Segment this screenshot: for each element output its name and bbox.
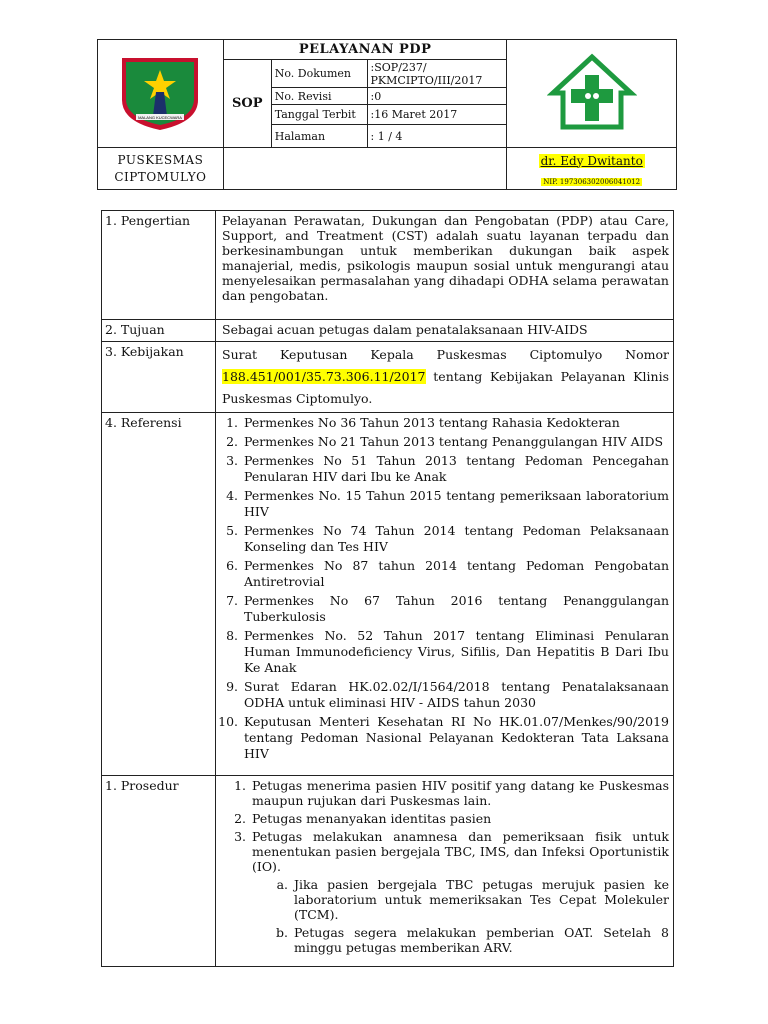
prosedur-list — [222, 778, 669, 955]
list-item: 5. Permenkes No 74 Tahun 2014 tentang Pedoman Pelaksanaan Konseling dan Tes HIV — [242, 523, 669, 555]
row-pengertian — [102, 211, 674, 320]
document-header — [97, 39, 677, 190]
issue-date-value: :16 Maret 2017 — [367, 105, 507, 125]
left-logo-cell — [98, 40, 224, 148]
list-item — [250, 829, 669, 955]
kebijakan-text-after: tentang Kebijakan Pelayanan Klinis Puskesmas Ciptomulyo. — [222, 369, 669, 406]
row-tujuan — [102, 320, 674, 342]
referensi-cell — [216, 413, 674, 776]
kebijakan-text-before: Surat Keputusan Kepala Puskesmas Ciptomulyo Nomor — [222, 347, 669, 362]
doctor-name: dr. Edy Dwitanto — [540, 153, 643, 168]
doc-number-value: :SOP/237/ PKMCIPTO/III/2017 — [367, 60, 507, 88]
sub-list-item: a. Jika pasien bergejala TBC petugas merujuk pasien ke laboratorium untuk memeriksakan Tes Cepat Molekuler (TCM). — [292, 877, 669, 922]
list-item: 2. Petugas menanyakan identitas pasien — [250, 811, 669, 826]
row-kebijakan — [102, 342, 674, 413]
prosedur-cell — [216, 776, 674, 967]
row-prosedur — [102, 776, 674, 967]
kebijakan-key: 3. Kebijakan — [102, 342, 216, 413]
tujuan-key: 2. Tujuan — [102, 320, 216, 342]
revision-label: No. Revisi — [271, 88, 367, 105]
prosedur-sublist — [252, 877, 669, 955]
list-item: 6. Permenkes No 87 tahun 2014 tentang Pedoman Pengobatan Antiretrovial — [242, 558, 669, 590]
page-label: Halaman — [271, 125, 367, 148]
list-item: 1. Petugas menerima pasien HIV positif yang datang ke Puskesmas maupun rujukan dari Puskesmas lain. — [250, 778, 669, 808]
list-item: 4. Permenkes No. 15 Tahun 2015 tentang pemeriksaan laboratorium HIV — [242, 488, 669, 520]
list-item-text: Petugas melakukan anamnesa dan pemeriksaan fisik untuk menentukan pasien bergejala TBC, IMS, dan Infeksi Oportunistik (IO). — [252, 829, 669, 874]
malang-city-emblem-icon — [112, 52, 208, 132]
tujuan-text: Sebagai acuan petugas dalam penatalaksanaan HIV-AIDS — [216, 320, 674, 342]
right-logo-cell — [507, 40, 677, 148]
sop-label: SOP — [223, 60, 271, 148]
list-item: 1. Permenkes No 36 Tahun 2013 tentang Rahasia Kedokteran — [242, 415, 669, 431]
document-title: PELAYANAN PDP — [223, 40, 507, 60]
issue-date-label: Tanggal Terbit — [271, 105, 367, 125]
sop-content-table — [101, 210, 674, 967]
signature-block — [507, 148, 677, 190]
pengertian-key: 1. Pengertian — [102, 211, 216, 320]
emblem-text: MALANG KUCECWARA — [138, 114, 183, 120]
pengertian-text: Pelayanan Perawatan, Dukungan dan Pengobatan (PDP) atau Care, Support, and Treatment (CST) adalah suatu layanan terpadu dan berkesinambungan untuk memberikan dukungan baik aspek manajerial, medis, psikologis maupun sosial untuk mengurangi atau menyelesaikan permasalahan yang dihadapi ODHA selama perawatan dan pengobatan. — [216, 211, 674, 320]
row-referensi — [102, 413, 674, 776]
prosedur-key: 1. Prosedur — [102, 776, 216, 967]
list-item: 2. Permenkes No 21 Tahun 2013 tentang Penanggulangan HIV AIDS — [242, 434, 669, 450]
doc-number-label: No. Dokumen — [271, 60, 367, 88]
referensi-key: 4. Referensi — [102, 413, 216, 776]
sub-list-item: b. Petugas segera melakukan pemberian OAT. Setelah 8 minggu petugas memberikan ARV. — [292, 925, 669, 955]
referensi-list — [222, 415, 669, 762]
revision-value: :0 — [367, 88, 507, 105]
institution-name: PUSKESMAS CIPTOMULYO — [98, 148, 224, 190]
page-value: : 1 / 4 — [367, 125, 507, 148]
puskesmas-cross-icon — [547, 53, 637, 131]
list-item: 10. Keputusan Menteri Kesehatan RI No HK.01.07/Menkes/90/2019 tentang Pedoman Nasional Pelayanan Kedokteran Tata Laksana HIV — [242, 714, 669, 762]
list-item: 8. Permenkes No. 52 Tahun 2017 tentang Eliminasi Penularan Human Immunodeficiency Virus, Sifilis, Dan Hepatitis B Dari Ibu Ke Anak — [242, 628, 669, 676]
doctor-nip: NIP. 197306302006041012 — [543, 177, 641, 186]
kebijakan-number: 188.451/001/35.73.306.11/2017 — [222, 369, 426, 384]
kebijakan-cell — [216, 342, 674, 413]
empty-cell — [223, 148, 507, 190]
list-item: 7. Permenkes No 67 Tahun 2016 tentang Penanggulangan Tuberkulosis — [242, 593, 669, 625]
list-item: 3. Permenkes No 51 Tahun 2013 tentang Pedoman Pencegahan Penularan HIV dari Ibu ke Anak — [242, 453, 669, 485]
list-item: 9. Surat Edaran HK.02.02/I/1564/2018 tentang Penatalaksanaan ODHA untuk eliminasi HIV - AIDS tahun 2030 — [242, 679, 669, 711]
